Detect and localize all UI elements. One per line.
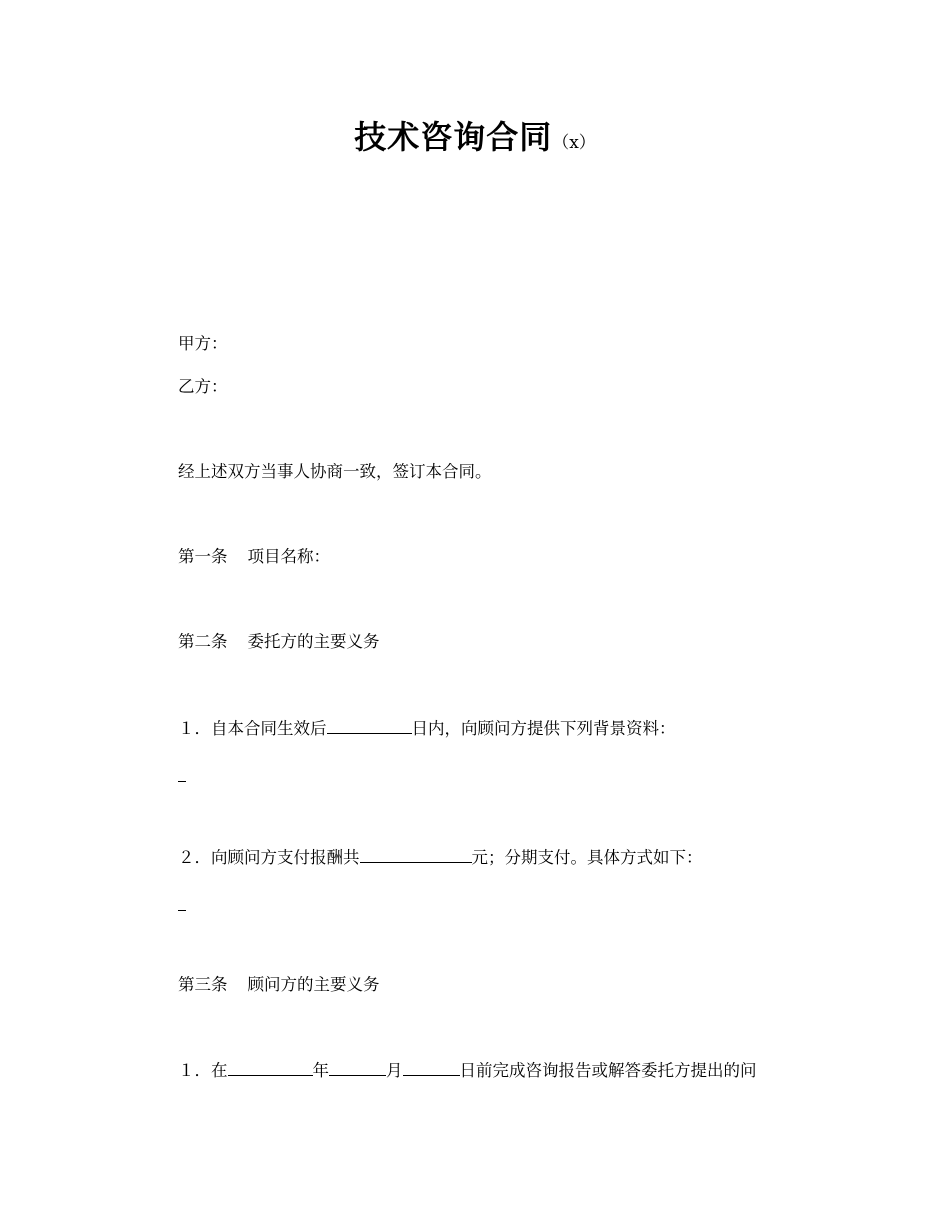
article-3-text: 顾问方的主要义务 <box>247 975 380 994</box>
article-1-label: 第一条 <box>178 547 228 566</box>
item-number: １． <box>178 719 211 738</box>
year-label: 年 <box>312 1061 329 1080</box>
party-a-line: 甲方： <box>178 334 228 353</box>
article-3 <box>178 974 380 996</box>
article-2-text: 委托方的主要义务 <box>247 632 380 651</box>
item-number: ２． <box>178 848 211 867</box>
day-blank <box>403 1059 460 1076</box>
item-text-pre: 自本合同生效后 <box>211 719 327 738</box>
title-main: 技术咨询合同 <box>354 118 553 156</box>
month-label: 月 <box>386 1061 403 1080</box>
title-suffix: （x） <box>552 133 596 153</box>
article-2-label: 第二条 <box>178 632 228 651</box>
article-1-text: 项目名称： <box>247 547 330 566</box>
item-text-pre: 在 <box>211 1061 228 1080</box>
document-title <box>0 112 950 158</box>
article-3-label: 第三条 <box>178 975 228 994</box>
year-blank <box>228 1059 313 1076</box>
article-2 <box>178 631 380 653</box>
article-2-item-1-fill <box>178 766 186 788</box>
item-number: １． <box>178 1061 211 1080</box>
days-blank <box>327 717 412 734</box>
intro-paragraph: 经上述双方当事人协商一致，签订本合同。 <box>178 462 492 481</box>
article-2-item-1 <box>178 717 676 740</box>
article-2-item-2-fill <box>178 895 186 917</box>
month-blank <box>329 1059 386 1076</box>
item-text-post: 元；分期支付。具体方式如下： <box>471 848 703 867</box>
item-text-pre: 向顾问方支付报酬共 <box>211 848 360 867</box>
item-text-post: 日内，向顾问方提供下列背景资料： <box>411 719 676 738</box>
fill-in-blank <box>178 896 186 911</box>
party-b-line: 乙方： <box>178 377 228 396</box>
article-2-item-2 <box>178 846 703 869</box>
amount-blank <box>360 846 472 863</box>
article-1 <box>178 546 330 568</box>
article-3-item-1 <box>178 1059 757 1082</box>
item-text-post: 日前完成咨询报告或解答委托方提出的问 <box>459 1061 757 1080</box>
fill-in-blank <box>178 767 186 782</box>
